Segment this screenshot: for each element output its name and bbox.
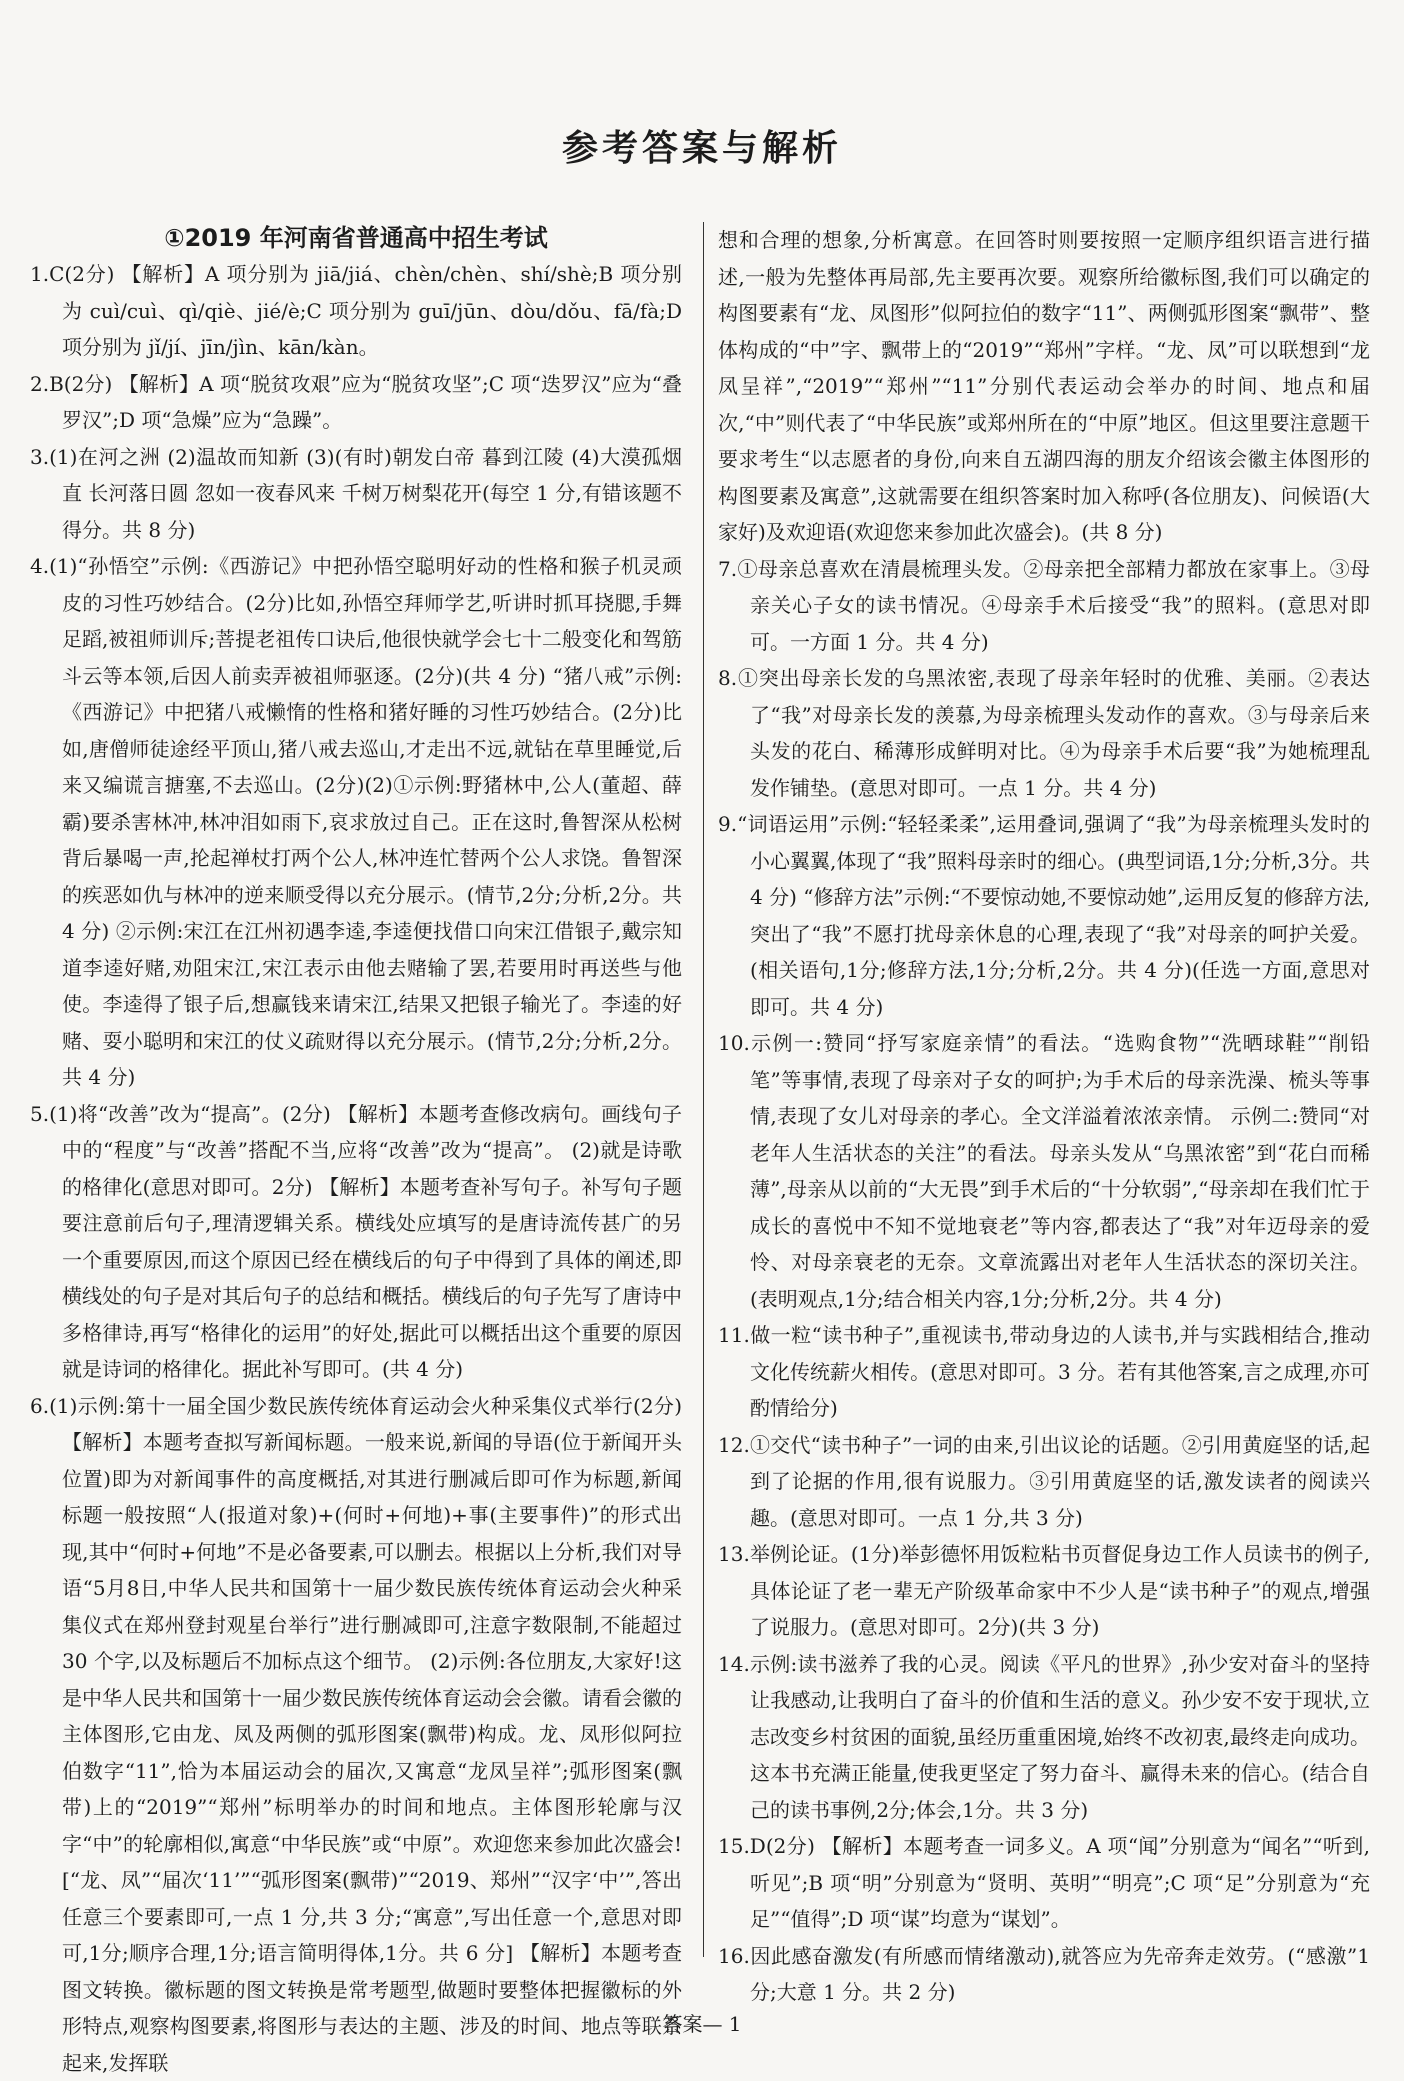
right-column	[718, 222, 1370, 1957]
left-column	[30, 222, 682, 1957]
answer-item-6-continued: 想和合理的想象,分析寓意。在回答时则要按照一定顺序组织语言进行描述,一般为先整体再局部,先主要再次要。观察所给徽标图,我们可以确定的构图要素有“龙、凤图形”似阿拉伯的数字“11”、两侧弧形图案“飘带”、整体构成的“中”字、飘带上的“2019”“郑州”字样。“龙、凤”可以联想到“龙凤呈祥”,“2019”“郑州”“11”分别代表运动会举办的时间、地点和届次,“中”则代表了“中华民族”或郑州所在的“中原”地区。但这里要注意题干要求考生“以志愿者的身份,向来自五湖四海的朋友介绍该会徽主体图形的构图要素及寓意”,这就需要在组织答案时加入称呼(各位朋友)、问候语(大家好)及欢迎语(欢迎您来参加此次盛会)。(共 8 分)	[718, 222, 1370, 551]
answer-item-3: 3.(1)在河之洲 (2)温故而知新 (3)(有时)朝发白帝 暮到江陵 (4)大漠孤烟直 长河落日圆 忽如一夜春风来 千树万树梨花开(每空 1 分,有错该题不得分。共 8 分)	[30, 439, 682, 549]
answer-item-14: 14.示例:读书滋养了我的心灵。阅读《平凡的世界》,孙少安对奋斗的坚持让我感动,让我明白了奋斗的价值和生活的意义。孙少安不安于现状,立志改变乡村贫困的面貌,虽经历重重困境,始终不改初衷,最终走向成功。这本书充满正能量,使我更坚定了努力奋斗、赢得未来的信心。(结合自己的读书事例,2分;体会,1分。共 3 分)	[718, 1646, 1370, 1829]
answer-item-4: 4.(1)“孙悟空”示例:《西游记》中把孙悟空聪明好动的性格和猴子机灵顽皮的习性巧妙结合。(2分)比如,孙悟空拜师学艺,听讲时抓耳挠腮,手舞足蹈,被祖师训斥;菩提老祖传口诀后,他很快就学会七十二般变化和驾筋斗云等本领,后因人前卖弄被祖师驱逐。(2分)(共 4 分) “猪八戒”示例:《西游记》中把猪八戒懒惰的性格和猪好睡的习性巧妙结合。(2分)比如,唐僧师徒途经平顶山,猪八戒去巡山,才走出不远,就钻在草里睡觉,后来又编谎言搪塞,不去巡山。(2分)(2)①示例:野猪林中,公人(董超、薛霸)要杀害林冲,林冲泪如雨下,哀求放过自己。正在这时,鲁智深从松树背后暴喝一声,抡起禅杖打两个公人,林冲连忙替两个公人求饶。鲁智深的疾恶如仇与林冲的逆来顺受得以充分展示。(情节,2分;分析,2分。共 4 分) ②示例:宋江在江州初遇李逵,李逵便找借口向宋江借银子,戴宗知道李逵好赌,劝阻宋江,宋江表示由他去赌输了罢,若要用时再送些与他使。李逵得了银子后,想赢钱来请宋江,结果又把银子输光了。李逵的好赌、耍小聪明和宋江的仗义疏财得以充分展示。(情节,2分;分析,2分。共 4 分)	[30, 548, 682, 1096]
page-title: 参考答案与解析	[0, 120, 1404, 171]
exam-title: ①2019 年河南省普通高中招生考试	[30, 222, 682, 254]
answer-item-7: 7.①母亲总喜欢在清晨梳理头发。②母亲把全部精力都放在家事上。③母亲关心子女的读书情况。④母亲手术后接受“我”的照料。(意思对即可。一方面 1 分。共 4 分)	[718, 551, 1370, 661]
answer-item-15: 15.D(2分) 【解析】本题考查一词多义。A 项“闻”分别意为“闻名”“听到,听见”;B 项“明”分别意为“贤明、英明”“明亮”;C 项“足”分别意为“充足”“值得”;D 项“谋”均意为“谋划”。	[718, 1828, 1370, 1938]
answer-item-11: 11.做一粒“读书种子”,重视读书,带动身边的人读书,并与实践相结合,推动文化传统薪火相传。(意思对即可。3 分。若有其他答案,言之成理,亦可酌情给分)	[718, 1317, 1370, 1427]
answer-item-1: 1.C(2分) 【解析】A 项分别为 jiā/jiá、chèn/chèn、shí/shè;B 项分别为 cuì/cuì、qì/qiè、jié/è;C 项分别为 guī/jūn、dòu/dǒu、fā/fà;D 项分别为 jǐ/jí、jīn/jìn、kān/kàn。	[30, 256, 682, 366]
answer-item-5: 5.(1)将“改善”改为“提高”。(2分) 【解析】本题考查修改病句。画线句子中的“程度”与“改善”搭配不当,应将“改善”改为“提高”。 (2)就是诗歌的格律化(意思对即可。2分) 【解析】本题考查补写句子。补写句子题要注意前后句子,理清逻辑关系。横线处应填写的是唐诗流传甚广的另一个重要原因,而这个原因已经在横线后的句子中得到了具体的阐述,即横线处的句子是对其后句子的总结和概括。横线后的句子先写了唐诗中多格律诗,再写“格律化的运用”的好处,据此可以概括出这个重要的原因就是诗词的格律化。据此补写即可。(共 4 分)	[30, 1096, 682, 1388]
answer-item-10: 10.示例一:赞同“抒写家庭亲情”的看法。“选购食物”“洗晒球鞋”“削铅笔”等事情,表现了母亲对子女的呵护;为手术后的母亲洗澡、梳头等事情,表现了女儿对母亲的孝心。全文洋溢着浓浓亲情。 示例二:赞同“对老年人生活状态的关注”的看法。母亲头发从“乌黑浓密”到“花白而稀薄”,母亲从以前的“大无畏”到手术后的“十分软弱”,“母亲却在我们忙于成长的喜悦中不知不觉地衰老”等内容,都表达了“我”对年迈母亲的爱怜、对母亲衰老的无奈。文章流露出对老年人生活状态的深切关注。(表明观点,1分;结合相关内容,1分;分析,2分。共 4 分)	[718, 1025, 1370, 1317]
answer-item-16: 16.因此感奋激发(有所感而情绪激动),就答应为先帝奔走效劳。(“感激”1分;大意 1 分。共 2 分)	[718, 1938, 1370, 2011]
answer-item-2: 2.B(2分) 【解析】A 项“脱贫攻艰”应为“脱贫攻坚”;C 项“迭罗汉”应为“叠罗汉”;D 项“急燥”应为“急躁”。	[30, 366, 682, 439]
answer-item-8: 8.①突出母亲长发的乌黑浓密,表现了母亲年轻时的优雅、美丽。②表达了“我”对母亲长发的羡慕,为母亲梳理头发动作的喜欢。③与母亲后来头发的花白、稀薄形成鲜明对比。④为母亲手术后要“我”为她梳理乱发作铺垫。(意思对即可。一点 1 分。共 4 分)	[718, 660, 1370, 806]
page-footer: 答案— 1	[0, 2008, 1404, 2037]
answer-item-12: 12.①交代“读书种子”一词的由来,引出议论的话题。②引用黄庭坚的话,起到了论据的作用,很有说服力。③引用黄庭坚的话,激发读者的阅读兴趣。(意思对即可。一点 1 分,共 3 分)	[718, 1427, 1370, 1537]
answer-columns	[30, 222, 1370, 1957]
answer-item-9: 9.“词语运用”示例:“轻轻柔柔”,运用叠词,强调了“我”为母亲梳理头发时的小心翼翼,体现了“我”照料母亲时的细心。(典型词语,1分;分析,3分。共 4 分) “修辞方法”示例:“不要惊动她,不要惊动她”,运用反复的修辞方法,突出了“我”不愿打扰母亲休息的心理,表现了“我”对母亲的呵护关爱。(相关语句,1分;修辞方法,1分;分析,2分。共 4 分)(任选一方面,意思对即可。共 4 分)	[718, 806, 1370, 1025]
column-divider	[703, 222, 704, 1957]
answer-item-6: 6.(1)示例:第十一届全国少数民族传统体育运动会火种采集仪式举行(2分) 【解析】本题考查拟写新闻标题。一般来说,新闻的导语(位于新闻开头位置)即为对新闻事件的高度概括,对其进行删减后即可作为标题,新闻标题一般按照“人(报道对象)+(何时+何地)+事(主要事件)”的形式出现,其中“何时+何地”不是必备要素,可以删去。根据以上分析,我们对导语“5月8日,中华人民共和国第十一届少数民族传统体育运动会火种采集仪式在郑州登封观星台举行”进行删减即可,注意字数限制,不能超过 30 个字,以及标题后不加标点这个细节。 (2)示例:各位朋友,大家好!这是中华人民共和国第十一届少数民族传统体育运动会会徽。请看会徽的主体图形,它由龙、凤及两侧的弧形图案(飘带)构成。龙、凤形似阿拉伯数字“11”,恰为本届运动会的届次,又寓意“龙凤呈祥”;弧形图案(飘带)上的“2019”“郑州”标明举办的时间和地点。主体图形轮廓与汉字“中”的轮廓相似,寓意“中华民族”或“中原”。欢迎您来参加此次盛会! [“龙、凤”“届次‘11’”“弧形图案(飘带)”“2019、郑州”“汉字‘中’”,答出任意三个要素即可,一点 1 分,共 3 分;“寓意”,写出任意一个,意思对即可,1分;顺序合理,1分;语言简明得体,1分。共 6 分] 【解析】本题考查图文转换。徽标题的图文转换是常考题型,做题时要整体把握徽标的外形特点,观察构图要素,将图形与表达的主题、涉及的时间、地点等联系起来,发挥联	[30, 1388, 682, 2081]
answer-item-13: 13.举例论证。(1分)举彭德怀用饭粒粘书页督促身边工作人员读书的例子,具体论证了老一辈无产阶级革命家中不少人是“读书种子”的观点,增强了说服力。(意思对即可。2分)(共 3 分)	[718, 1536, 1370, 1646]
